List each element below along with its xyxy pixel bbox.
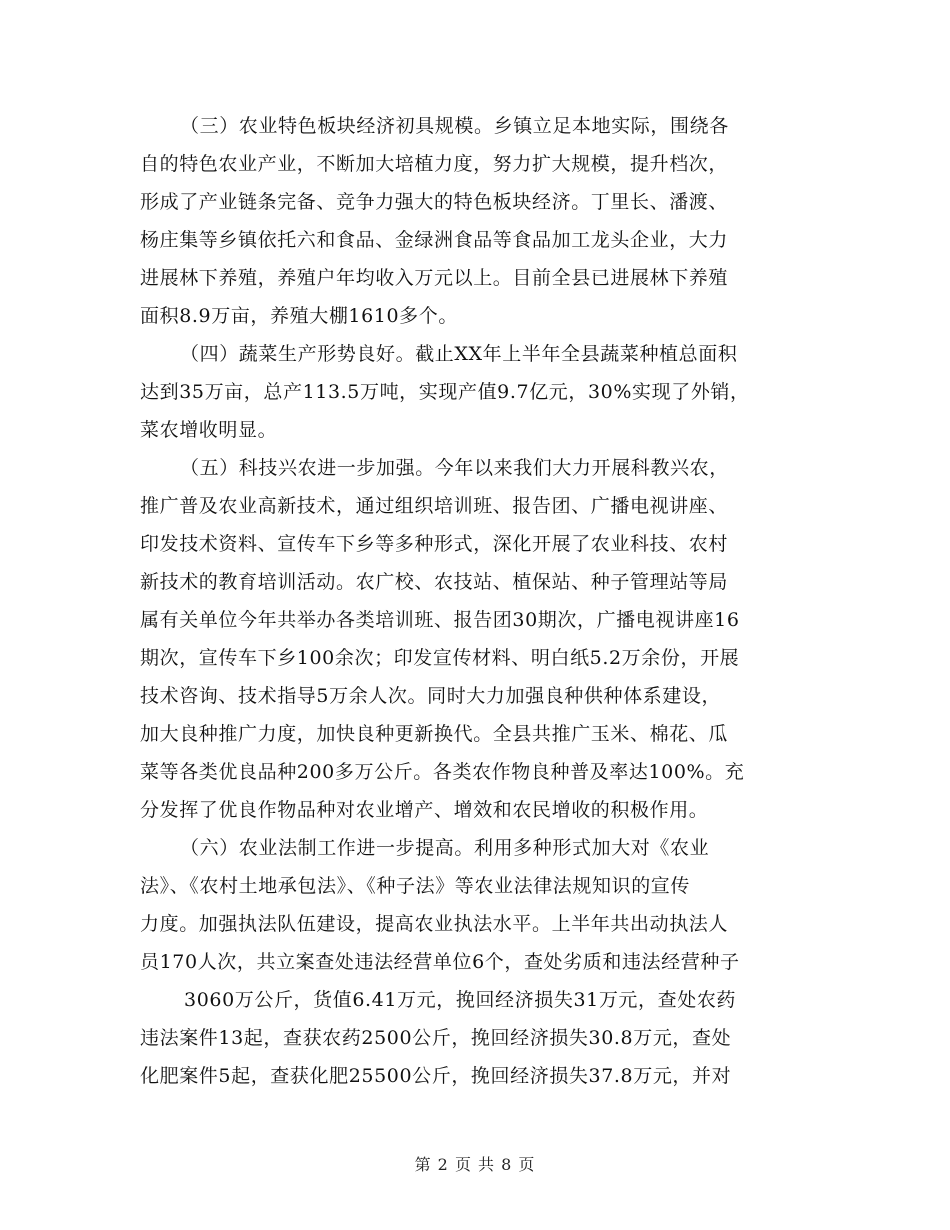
text-line: 力度。加强执法队伍建设，提高农业执法水平。上半年共出动执法人 [140, 913, 729, 935]
text-line: 菜等各类优良品种200多万公斤。各类农作物良种普及率达100%。充 [140, 761, 745, 783]
text-line: 菜农增收明显。 [140, 419, 278, 441]
text-line: 期次，宣传车下乡100余次；印发宣传材料、明白纸5.2万余份，开展 [140, 647, 740, 669]
text-line: （三）农业特色板块经济初具规模。乡镇立足本地实际，围绕各 [180, 115, 729, 137]
text-line: 形成了产业链条完备、竞争力强大的特色板块经济。丁里长、潘渡、 [140, 191, 729, 213]
text-line: 技术咨询、技术指导5万余人次。同时大力加强良种供种体系建设， [140, 685, 722, 707]
text-line: 进展林下养殖，养殖户年均收入万元以上。目前全县已进展林下养殖 [140, 267, 729, 289]
paragraph-section-4 [140, 335, 820, 449]
text-line: 违法案件13起，查获农药2500公斤，挽回经济损失30.8万元，查处 [140, 1027, 732, 1049]
document-body [140, 107, 820, 1095]
text-line: 分发挥了优良作物品种对农业增产、增效和农民增收的积极作用。 [140, 799, 709, 821]
text-line: 新技术的教育培训活动。农广校、农技站、植保站、种子管理站等局 [140, 571, 729, 593]
text-line: 印发技术资料、宣传车下乡等多种形式，深化开展了农业科技、农村 [140, 533, 729, 555]
text-line: 面积8.9万亩，养殖大棚1610多个。 [140, 305, 458, 327]
text-line: （五）科技兴农进一步加强。今年以来我们大力开展科教兴农， [180, 457, 729, 479]
text-line: （六）农业法制工作进一步提高。利用多种形式加大对《农业 [180, 837, 710, 859]
text-line: 达到35万亩，总产113.5万吨，实现产值9.7亿元，30%实现了外销， [140, 381, 750, 403]
text-line: 员170人次，共立案查处违法经营单位6个，查处劣质和违法经营种子 [140, 951, 740, 973]
paragraph-section-5 [140, 449, 820, 829]
text-line: （四）蔬菜生产形势良好。截止XX年上半年全县蔬菜种植总面积 [180, 343, 738, 365]
text-line: 化肥案件5起，查获化肥25500公斤，挽回经济损失37.8万元，并对 [140, 1065, 732, 1087]
paragraph-section-6-continued [140, 981, 820, 1095]
paragraph-section-3 [140, 107, 820, 335]
text-line: 杨庄集等乡镇依托六和食品、金绿洲食品等食品加工龙头企业，大力 [140, 229, 729, 251]
text-line: 加大良种推广力度，加快良种更新换代。全县共推广玉米、棉花、瓜 [140, 723, 729, 745]
text-line: 3060万公斤，货值6.41万元，挽回经济损失31万元，查处农药 [184, 989, 737, 1011]
text-line: 推广普及农业高新技术，通过组织培训班、报告团、广播电视讲座、 [140, 495, 729, 517]
page-number-footer: 第 2 页 共 8 页 [414, 1155, 536, 1174]
text-line: 自的特色农业产业，不断加大培植力度，努力扩大规模，提升档次， [140, 153, 729, 175]
text-line: 属有关单位今年共举办各类培训班、报告团30期次，广播电视讲座16 [140, 609, 740, 631]
paragraph-section-6 [140, 829, 820, 981]
text-line: 法》、《农村土地承包法》、《种子法》等农业法律法规知识的宣传 [140, 875, 691, 897]
